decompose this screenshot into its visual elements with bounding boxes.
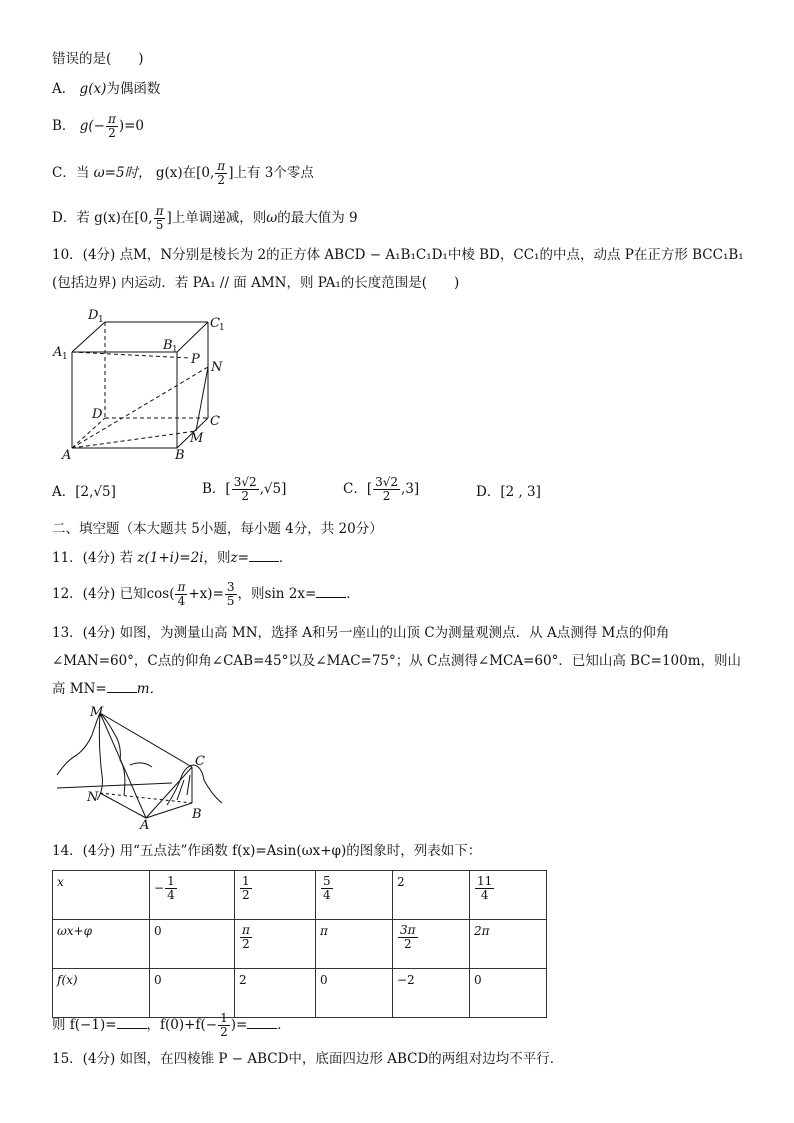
table-cell: 0 <box>470 969 547 1018</box>
table-cell <box>235 871 316 920</box>
q9-d-tail: 的最大值为 9 <box>277 210 358 226</box>
q13-line1: 13．(4分) 如图，为测量山高 MN，选择 A和另一座山的山顶 C为测量观测点．从 A点测得 M点的仰角 <box>52 625 670 641</box>
cell-num: 1 <box>242 874 250 888</box>
q10-c-den: 2 <box>382 489 391 503</box>
q9-b-num: π <box>107 112 116 126</box>
q14-blank-2 <box>247 1016 277 1029</box>
q14-answer-pre: 则 f(−1)= <box>52 1017 117 1033</box>
table-head-phase: ωx+φ <box>53 920 150 969</box>
q13-line3-pre: 高 MN= <box>52 681 107 697</box>
label-C1: C <box>210 316 220 331</box>
label-A: A <box>62 448 72 463</box>
table-cell <box>150 871 235 920</box>
q13-line2: ∠MAN=60°，C点的仰角∠CAB=45°以及∠MAC=75°；从 C点测得∠MCA=60°．已知山高 BC=100m，则山 <box>52 653 742 669</box>
q10-a-label: A． <box>52 484 76 500</box>
q12-den2: 5 <box>226 594 235 608</box>
q10-c-label: C． <box>343 481 367 497</box>
q12-num1: π <box>177 580 186 594</box>
q9-stem: 错误的是( ) <box>52 51 144 67</box>
cell-den: 2 <box>242 937 250 951</box>
label-M: M <box>90 705 104 720</box>
table-row-x <box>53 871 547 920</box>
cell-num: 3π <box>400 923 416 937</box>
label-C: C <box>195 754 205 769</box>
cell-num: 11 <box>477 874 493 888</box>
cell-den: 4 <box>323 888 331 902</box>
q9-option-d <box>52 205 358 232</box>
label-B1-sub: 1 <box>172 345 178 355</box>
q9-d-label: D．若 <box>52 210 90 226</box>
cell-fraction <box>165 875 177 902</box>
q12-pre: 12．(4分) 已知 <box>52 586 147 602</box>
q14-answer-mid: ，f(0)+f(− <box>146 1017 218 1033</box>
q9-c-den: 2 <box>217 173 226 187</box>
q10-c-num: 3√2 <box>375 475 399 489</box>
table-cell: 2 <box>235 969 316 1018</box>
table-cell: 2 <box>393 871 470 920</box>
cell-fraction <box>240 924 252 951</box>
label-N: N <box>87 790 99 805</box>
q10-b-post: ,√5] <box>259 481 287 497</box>
table-cell <box>316 871 393 920</box>
q12-post: ． <box>346 586 360 602</box>
table-cell: 0 <box>150 969 235 1018</box>
section-heading: 二、填空题（本大题共 5小题，每小题 4分，共 20分） <box>52 521 383 537</box>
table-row-phase <box>53 920 547 969</box>
label-P: P <box>191 352 200 367</box>
label-D1: D <box>88 308 99 323</box>
q10-line1: 10．(4分) 点M，N分别是棱长为 2的正方体 ABCD − A₁B₁C₁D₁中棱 BD，CC₁的中点，动点 P在正方形 BCC₁B₁ <box>52 247 744 263</box>
q12-ask: sin 2x= <box>264 586 317 602</box>
q9-b-den: 2 <box>108 126 116 140</box>
q12-frac1 <box>175 581 187 608</box>
label-D1-sub: 1 <box>98 315 104 325</box>
table-head-f: f(x) <box>53 969 150 1018</box>
q9-a-text: 为偶函数 <box>106 81 161 97</box>
q12-num2: 3 <box>226 580 235 594</box>
q10-b-den: 2 <box>241 489 249 503</box>
q14-stem: 14．(4分) 用“五点法”作函数 f(x)=Asin(ωx+φ)的图象时，列表如下： <box>52 843 482 859</box>
table-cell: π <box>316 920 393 969</box>
q9-option-b <box>52 113 144 140</box>
label-B: B <box>175 448 185 463</box>
q10-choice-b <box>202 476 286 503</box>
label-A1: A <box>53 345 63 360</box>
q10-b-label: B． <box>202 481 226 497</box>
q10-choice-c <box>343 476 419 503</box>
q9-c-num: π <box>217 159 226 173</box>
q15-text: 15．(4分) 如图，在四棱锥 P − ABCD中，底面四边形 ABCD的两组对边均不平行． <box>52 1051 564 1067</box>
q12-blank <box>316 585 346 598</box>
q9-c-omega: ω=5时， <box>93 165 152 181</box>
five-point-table <box>52 870 547 1018</box>
label-C1-sub: 1 <box>219 323 225 333</box>
q9-b-post: )=0 <box>118 118 145 134</box>
q14-answer-den: 2 <box>220 1025 228 1039</box>
cell-num: π <box>242 923 250 937</box>
neg-sign: − <box>154 881 165 895</box>
q9-c-label: C．当 <box>52 165 90 181</box>
table-cell: 2π <box>470 920 547 969</box>
q14-blank-1 <box>117 1016 147 1029</box>
cell-fraction <box>475 875 494 902</box>
q11-pre: 11．(4分) 若 <box>52 550 134 566</box>
cell-num: 1 <box>167 874 175 888</box>
q9-b-pre: g(− <box>79 118 105 134</box>
cell-fraction <box>240 875 252 902</box>
q10-choice-a <box>52 483 116 501</box>
q9-option-a <box>52 80 160 98</box>
q14-answer <box>52 1012 291 1039</box>
q11-ask: z= <box>230 550 249 566</box>
q10-choice-d <box>476 483 541 501</box>
table-cell: 0 <box>150 920 235 969</box>
q9-option-c <box>52 160 314 187</box>
q9-b-fraction <box>106 113 118 140</box>
label-B1: B <box>163 338 173 353</box>
q11-mid: ，则 <box>203 550 231 566</box>
table-cell <box>470 871 547 920</box>
q10-c-post: ,3] <box>401 481 420 497</box>
q9-d-g: g(x)在[0, <box>94 210 153 226</box>
q14-answer-eq: )= <box>230 1017 248 1033</box>
q9-c-post: ]上有 3个零点 <box>228 165 314 181</box>
label-A1-sub: 1 <box>62 352 68 362</box>
mountain-figure <box>52 705 242 833</box>
table-head-x: x <box>53 871 150 920</box>
q9-d-fraction <box>154 205 166 232</box>
q9-d-omega: ω <box>266 210 278 226</box>
q12-frac2 <box>225 581 237 608</box>
q12 <box>52 581 360 608</box>
label-C: C <box>210 414 220 429</box>
cell-fraction <box>398 924 418 951</box>
q12-plus: +x)= <box>188 586 224 602</box>
q13-line3 <box>52 680 163 698</box>
table-row-f <box>53 969 547 1018</box>
cell-den: 2 <box>242 888 250 902</box>
q9-b-label: B． <box>52 118 76 134</box>
q11-math: z(1+i)=2i <box>137 550 204 566</box>
q14-answer-fraction <box>218 1012 230 1039</box>
q10-d-text: [2 , 3] <box>500 484 541 500</box>
cell-den: 4 <box>480 888 489 902</box>
q9-d-num: π <box>155 204 164 218</box>
cell-den: 4 <box>167 888 175 902</box>
cube-figure <box>50 305 240 465</box>
q10-c-fraction <box>373 476 400 503</box>
label-M: M <box>190 431 204 446</box>
q10-c-pre: [ <box>366 481 373 497</box>
q12-mid: ，则 <box>237 586 265 602</box>
q9-a-math: g(x) <box>79 81 107 97</box>
q9-d-den: 5 <box>155 218 164 232</box>
q9-c-g: g(x)在[0, <box>155 165 215 181</box>
cell-num: 5 <box>323 874 331 888</box>
label-D: D <box>92 407 103 422</box>
label-B: B <box>192 807 202 822</box>
cell-den: 2 <box>403 937 412 951</box>
q13-blank <box>107 680 137 693</box>
q11 <box>52 549 292 567</box>
q11-blank <box>249 549 279 562</box>
q12-cos: cos( <box>146 586 175 602</box>
table-cell: 0 <box>316 969 393 1018</box>
q14-answer-post: ． <box>277 1017 291 1033</box>
q12-den1: 4 <box>177 594 186 608</box>
q14-answer-num: 1 <box>220 1011 228 1025</box>
cell-fraction <box>321 875 333 902</box>
table-cell <box>235 920 316 969</box>
q10-b-num: 3√2 <box>233 475 257 489</box>
q10-a-text: [2,√5] <box>75 484 116 500</box>
q13-line3-post: m． <box>136 681 164 697</box>
q10-line2: (包括边界) 内运动．若 PA₁ // 面 AMN，则 PA₁的长度范围是( ) <box>52 275 460 291</box>
q10-b-fraction <box>232 476 259 503</box>
q11-post: ． <box>278 550 293 566</box>
q9-d-post: ]上单调递减，则 <box>166 210 267 226</box>
q10-b-pre: [ <box>225 481 231 497</box>
label-A: A <box>140 818 150 833</box>
q9-a-label: A． <box>52 81 76 97</box>
q10-d-label: D． <box>476 484 501 500</box>
table-cell: −2 <box>393 969 470 1018</box>
table-cell <box>393 920 470 969</box>
label-N: N <box>211 360 223 375</box>
q9-c-fraction <box>215 160 227 187</box>
